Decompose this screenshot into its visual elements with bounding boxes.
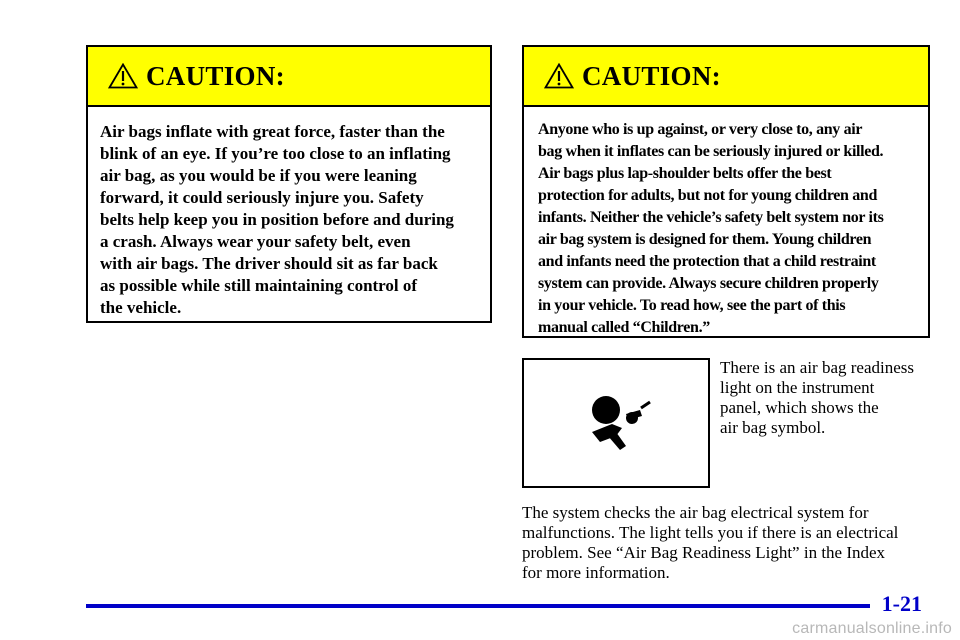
caution-line: protection for adults, but not for young children and [538,187,877,204]
caution-body-right [524,107,928,339]
caution-line: air bag, as you would be if you were leaning [100,166,417,185]
caution-box-right [522,45,930,338]
caution-line: the vehicle. [100,298,182,317]
caution-title: CAUTION: [146,60,285,91]
text-line: light on the instrument [720,378,875,397]
system-check-paragraph [522,503,932,583]
warning-triangle-icon [108,63,138,89]
caution-line: blink of an eye. If you’re too close to an inflating [100,144,451,163]
caution-line: a crash. Always wear your safety belt, even [100,232,411,251]
watermark: carmanualsonline.info [792,620,952,637]
text-line: The system checks the air bag electrical system for [522,503,869,522]
caution-line: air bag system is designed for them. Young children [538,231,872,248]
airbag-symbol-box [522,358,710,488]
caution-line: Air bags plus lap-shoulder belts offer the best [538,165,832,182]
caution-line: forward, it could seriously injure you. Safety [100,188,424,207]
caution-line: Air bags inflate with great force, faster than the [100,122,445,141]
caution-header-right [524,47,928,107]
caution-line: in your vehicle. To read how, see the part of this [538,297,846,314]
caution-line: bag when it inflates can be seriously injured or killed. [538,143,884,160]
warning-triangle-icon [544,63,574,89]
caution-line: infants. Neither the vehicle’s safety belt system nor its [538,209,884,226]
caution-line: manual called “Children.” [538,319,710,336]
caution-title: CAUTION: [582,60,721,91]
caution-line: system can provide. Always secure children properly [538,275,879,292]
caution-line: belts help keep you in position before and during [100,210,454,229]
caution-line: as possible while still maintaining control of [100,276,418,295]
caution-line: with air bags. The driver should sit as far back [100,254,438,273]
text-line: malfunctions. The light tells you if there is an electrical [522,523,899,542]
text-line: panel, which shows the [720,398,879,417]
caution-body-left [88,107,490,319]
text-line: air bag symbol. [720,418,826,437]
page-number: 1-21 [881,591,922,616]
caution-line: and infants need the protection that a child restraint [538,253,876,270]
footer-rule [86,604,870,608]
airbag-icon [586,392,656,454]
caution-header-left [88,47,490,107]
text-line: There is an air bag readiness [720,358,914,377]
text-line: for more information. [522,563,670,582]
caution-box-left [86,45,492,323]
readiness-light-description [720,358,936,438]
text-line: problem. See “Air Bag Readiness Light” in the Index [522,543,886,562]
caution-line: Anyone who is up against, or very close to, any air [538,121,863,138]
